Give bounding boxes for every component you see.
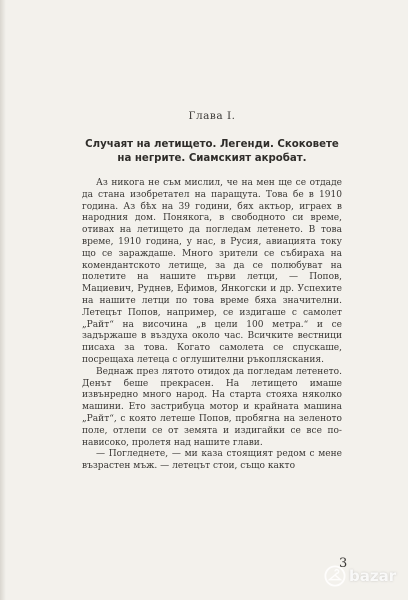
chapter-heading: Глава I. — [188, 110, 236, 122]
page-number: 3 — [339, 556, 348, 571]
text-block — [82, 110, 342, 473]
paragraph: — Погледнете, — ми каза стоящият редом с мене възрастен мъж. — летецът стои, също както — [82, 449, 342, 472]
chapter-subtitle: Случаят на летището. Легенди. Скоковете на негрите. Сиамският акробат. — [85, 139, 339, 164]
paragraph: Веднаж през лятото отидох да погледам летенето. Денът беше прекрасен. На летището имаше извънредно много народ. На старта стояха няколко машини. Ето застрибуца мотор и крайната машина „Райт“, с която летеше Попов, пробягна на зеленото поле, отлепи се от земята и издигайки се все по-нависоко, пролетя над нашите глави. — [82, 366, 342, 448]
chapter-body — [82, 178, 342, 473]
hanger-icon — [324, 565, 346, 587]
page-spine-shadow — [0, 0, 6, 600]
watermark — [324, 556, 404, 596]
watermark-text: bazar — [349, 567, 397, 585]
paragraph: Аз никога не съм мислил, че на мен ще се отдаде да стана изобретател на паращута. Това бе в 1910 година. Аз бѣх на 39 години, бях актьор, играех в народния дом. Понякога, в свободното си време, отивах на летището да погледам летенето. В това време, 1910 година, у нас, в Русия, авиацията току що се зараждаше. Много зрители се събираха на комендантското летище, за да се полюбуват на полетите на нашите първи летци, — Попов, Мациевич, Руднев, Ефимов, Янкогски и др. Успехите на нашите летци по това време бяха значителни. Летецът Попов, например, се издигаше с самолет „Райт“ на височина „в цели 100 метра.“ и се задържаше в въздуха около час. Всичките вестници писаха за това. Когато самолета се спускаше, посрещаха летеца с оглушителни ръкопляскания. — [82, 178, 342, 365]
